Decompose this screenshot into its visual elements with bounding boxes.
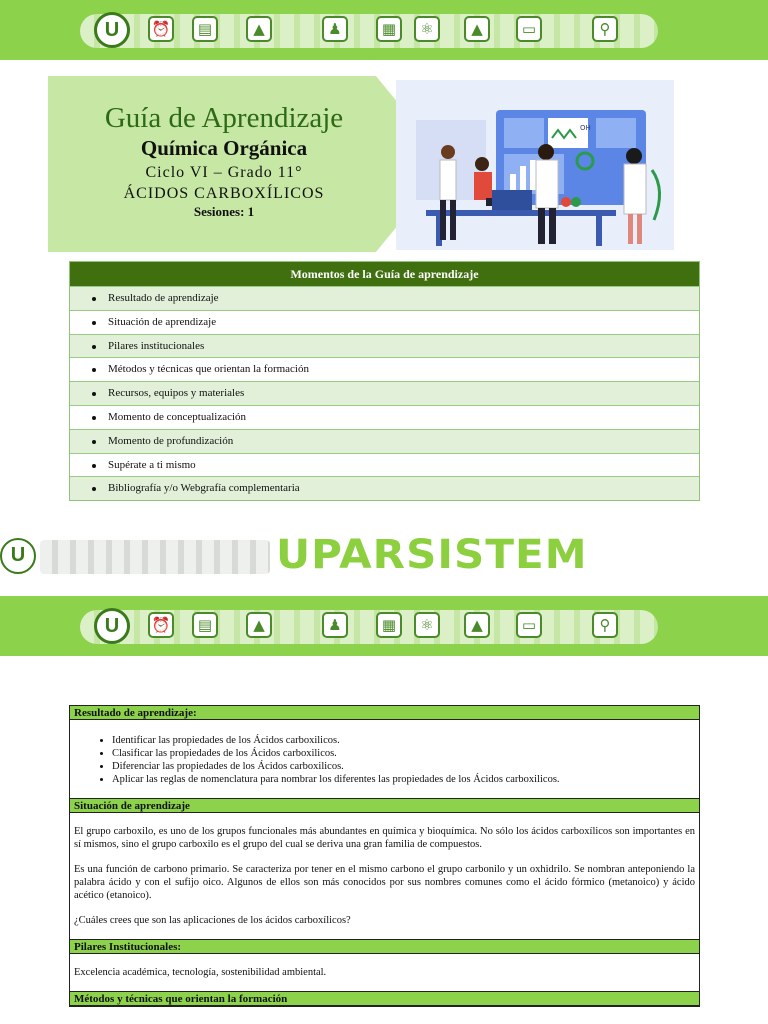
- student-icon: ♟: [322, 16, 348, 42]
- alarm-clock-icon: ⏰: [148, 612, 174, 638]
- moments-item: Pilares institucionales: [70, 334, 699, 358]
- moments-item: Momento de conceptualización: [70, 405, 699, 429]
- section-title-pilares: Pilares Institucionales:: [70, 940, 699, 954]
- cycle-grade: Ciclo VI – Grado 11°: [145, 164, 303, 181]
- uparsistem-wordmark: UPARSISTEM: [276, 532, 588, 578]
- paragraph: Es una función de carbono primario. Se caracteriza por tener en el mismo carbono el grupo carbonilo y un oxhidrilo. Se nombran anteponiendo la palabra ácido y con el sufijo oico. Algunos de ellos son más conocidos por sus nombres comunes como el ácido fórmico (metanoico) y ácido acético (etanoico).: [74, 864, 695, 901]
- brand-footer: [0, 530, 768, 582]
- brand-pattern: [40, 540, 270, 574]
- learning-outcome-item: • Clasificar las propiedades de los Ácidos carboxilicos.: [112, 747, 695, 760]
- student-icon: ♟: [322, 612, 348, 638]
- guide-title: Guía de Aprendizaje: [104, 102, 344, 134]
- moments-item: Bibliografía y/o Webgrafía complementaria: [70, 476, 699, 500]
- page-banner: [0, 596, 768, 656]
- magnifier-icon: ⚲: [592, 612, 618, 638]
- atom-icon: ⚛: [414, 612, 440, 638]
- learning-outcome-item: • Aplicar las reglas de nomenclatura para nombrar los diferentes las propiedades de los Ácidos carboxilicos.: [112, 773, 695, 786]
- diploma-icon: ▭: [516, 612, 542, 638]
- paragraph: El grupo carboxilo, es uno de los grupos funcionales más abundantes en química y bioquímica. No sólo los ácidos carboxílicos son importantes en sí mismos, sino el grupo carboxilo es el grupo del cual se deriva una gran familia de compuestos.: [74, 826, 695, 850]
- atom-icon: ⚛: [414, 16, 440, 42]
- graduation-cap-icon: ▲: [246, 16, 272, 42]
- pillars-text: Excelencia académica, tecnología, sostenibilidad ambiental.: [74, 967, 327, 978]
- learning-outcome-item: • Identificar las propiedades de los Ácidos carboxilicos.: [112, 734, 695, 747]
- topic-title: ÁCIDOS CARBOXÍLICOS: [123, 185, 325, 202]
- section-title-metodos: Métodos y técnicas que orientan la formación: [70, 992, 699, 1006]
- uparsistem-logo-icon: U: [0, 538, 36, 574]
- calculator-icon: ▦: [376, 612, 402, 638]
- section-body-situacion: [70, 813, 699, 940]
- uparsistem-logo-icon: U: [94, 12, 130, 48]
- subject-title: Química Orgánica: [140, 136, 308, 160]
- notebook-icon: ▤: [192, 612, 218, 638]
- magnifier-icon: ⚲: [592, 16, 618, 42]
- section-body-pilares: [70, 954, 699, 992]
- moments-table-title: Momentos de la Guía de aprendizaje: [70, 262, 699, 286]
- moments-table: [69, 261, 700, 501]
- graduation-cap-icon: ▲: [246, 612, 272, 638]
- moments-item: Resultado de aprendizaje: [70, 286, 699, 310]
- moments-item: Recursos, equipos y materiales: [70, 381, 699, 405]
- moments-item: Supérate a ti mismo: [70, 453, 699, 477]
- notebook-icon: ▤: [192, 16, 218, 42]
- section-title-situacion: Situación de aprendizaje: [70, 799, 699, 813]
- learning-outcome-item: • Diferenciar las propiedades de los Ácidos carboxilicos.: [112, 760, 695, 773]
- top-banner: [0, 0, 768, 60]
- moments-item: Métodos y técnicas que orientan la formación: [70, 357, 699, 381]
- graduation-cap-icon: ▲: [464, 16, 490, 42]
- section-title-resultado: Resultado de aprendizaje:: [70, 706, 699, 720]
- sessions-count: Sesiones: 1: [193, 204, 255, 219]
- moments-item: Situación de aprendizaje: [70, 310, 699, 334]
- calculator-icon: ▦: [376, 16, 402, 42]
- diploma-icon: ▭: [516, 16, 542, 42]
- question: ¿Cuáles crees que son las aplicaciones de los ácidos carboxílicos?: [74, 915, 351, 926]
- lab-scene-icon: [396, 80, 674, 250]
- section-body-resultado: [70, 720, 699, 799]
- molecule-label: OH: [580, 124, 591, 132]
- lab-illustration: [396, 80, 674, 250]
- guide-content: [69, 705, 700, 1007]
- graduation-cap-icon: ▲: [464, 612, 490, 638]
- alarm-clock-icon: ⏰: [148, 16, 174, 42]
- uparsistem-logo-icon: U: [94, 608, 130, 644]
- moments-item: Momento de profundización: [70, 429, 699, 453]
